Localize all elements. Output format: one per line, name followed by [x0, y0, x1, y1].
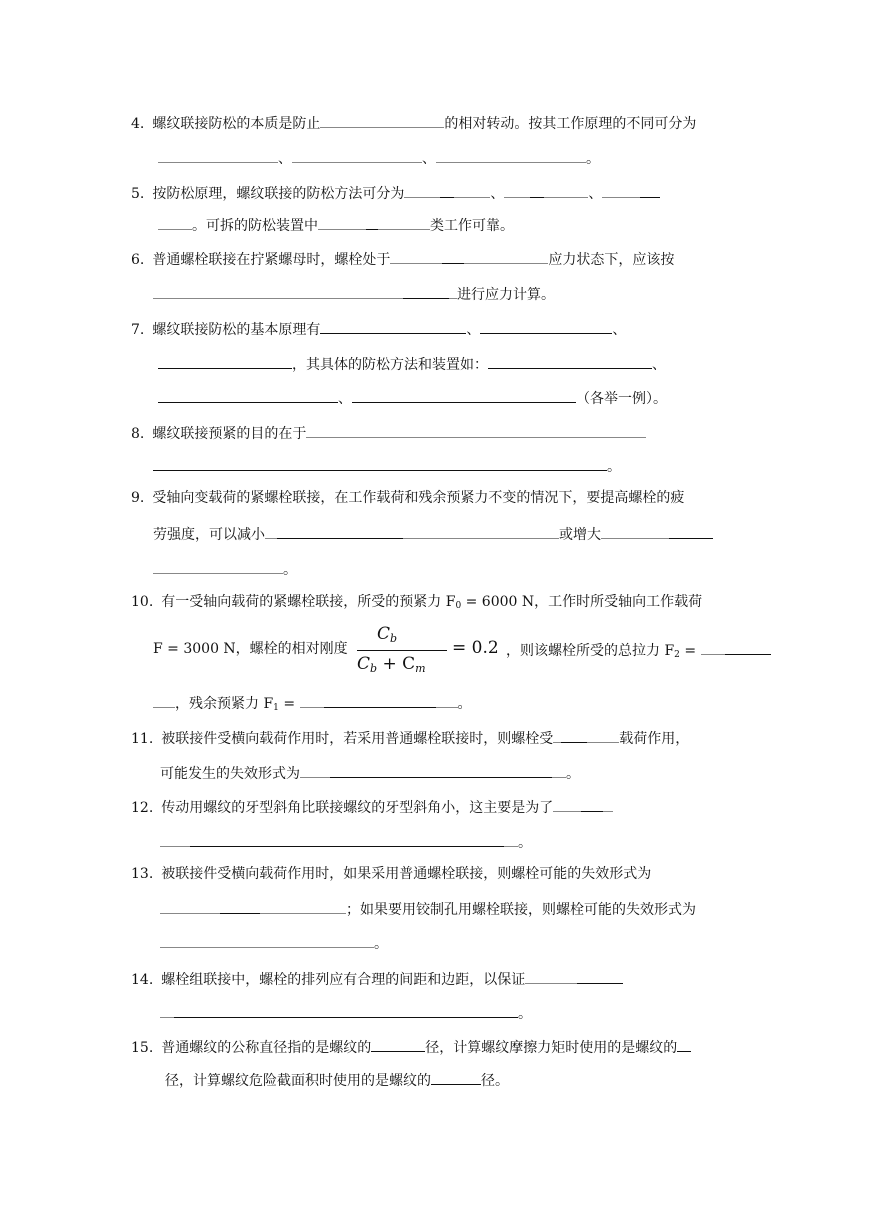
question-text: 有一受轴向载荷的紧螺栓联接，所受的预紧力 F	[161, 594, 456, 610]
question-5-line-1	[131, 182, 660, 204]
answer-blank[interactable]	[603, 796, 613, 812]
answer-blank[interactable]	[318, 214, 366, 230]
answer-blank[interactable]	[504, 182, 530, 198]
answer-blank[interactable]	[324, 692, 436, 708]
question-text: F = 3000 N，螺栓的相对刚度	[153, 641, 348, 657]
fraction-numerator: Cb	[377, 624, 398, 645]
answer-blank[interactable]	[158, 353, 292, 369]
answer-blank[interactable]	[544, 182, 588, 198]
answer-blank[interactable]	[403, 283, 449, 299]
answer-blank[interactable]	[277, 523, 403, 539]
question-text: ，残余预紧力 F	[175, 696, 274, 712]
answer-blank[interactable]	[160, 831, 190, 847]
question-7-line-3	[158, 387, 667, 409]
question-11-line-2	[160, 762, 580, 784]
answer-blank[interactable]	[153, 283, 403, 299]
answer-blank[interactable]	[488, 353, 652, 369]
answer-blank[interactable]	[442, 248, 464, 264]
question-text: 普通螺纹的公称直径指的是螺纹的	[161, 1040, 372, 1056]
answer-blank[interactable]	[553, 796, 581, 812]
answer-blank[interactable]	[725, 639, 771, 655]
period: 。	[566, 766, 580, 782]
answer-blank[interactable]	[320, 318, 466, 334]
answer-blank[interactable]	[525, 968, 577, 984]
question-text: =	[679, 643, 701, 659]
period: 。	[586, 151, 600, 167]
answer-blank[interactable]	[436, 147, 586, 163]
fraction-denominator: Cb + Cm	[357, 654, 426, 675]
subscript: 1	[273, 703, 279, 713]
separator: 、	[588, 186, 603, 202]
answer-blank[interactable]	[553, 727, 561, 743]
period: 。	[374, 936, 388, 952]
question-text: 可能发生的失效形式为	[160, 766, 300, 782]
question-text: =	[278, 696, 300, 712]
question-6-line-1	[131, 248, 674, 270]
answer-blank[interactable]	[160, 898, 220, 914]
question-number: 8.	[131, 426, 145, 442]
question-text: = 6000 N，工作时所受轴向工作载荷	[461, 594, 703, 610]
answer-blank[interactable]	[352, 387, 576, 403]
question-9-line-2	[153, 523, 713, 545]
question-5-line-2	[158, 214, 514, 236]
question-8-line-1	[131, 422, 646, 444]
answer-blank[interactable]	[404, 182, 440, 198]
separator: 、	[422, 151, 436, 167]
answer-blank[interactable]	[530, 182, 544, 198]
question-number: 14.	[131, 972, 154, 988]
answer-blank[interactable]	[436, 692, 458, 708]
period: 。	[518, 1006, 532, 1022]
answer-blank[interactable]	[640, 182, 660, 198]
answer-blank[interactable]	[464, 248, 548, 264]
stiffness-fraction	[357, 624, 453, 680]
answer-blank[interactable]	[480, 318, 612, 334]
question-text: 径。	[481, 1073, 509, 1089]
question-text: 螺栓组联接中，螺栓的排列应有合理的间距和边距，以保证	[161, 972, 526, 988]
question-4-line-1	[131, 112, 696, 134]
period: 。	[518, 835, 532, 851]
question-text: 的相对转动。按其工作原理的不同可分为	[444, 116, 697, 132]
question-text: 径，计算螺纹摩擦力矩时使用的是螺纹的	[425, 1040, 678, 1056]
question-6-line-2	[153, 283, 555, 305]
question-text: 普通螺栓联接在拧紧螺母时，螺栓处于	[152, 252, 391, 268]
separator: 、	[466, 322, 481, 338]
question-7-line-2	[158, 353, 666, 375]
answer-blank[interactable]	[454, 182, 490, 198]
question-number: 5.	[131, 186, 145, 202]
answer-blank[interactable]	[160, 932, 374, 948]
question-text: 按防松原理，螺纹联接的防松方法可分为	[152, 186, 405, 202]
answer-blank[interactable]	[390, 248, 442, 264]
question-13-line-3	[160, 932, 388, 954]
question-8-line-2	[153, 455, 621, 477]
answer-blank[interactable]	[378, 214, 430, 230]
answer-blank[interactable]	[158, 387, 338, 403]
separator: 、	[490, 186, 505, 202]
separator: 、	[652, 357, 666, 373]
question-9-line-3	[153, 558, 297, 580]
question-number: 6.	[131, 252, 145, 268]
answer-blank[interactable]	[306, 422, 646, 438]
period: 。	[607, 459, 621, 475]
answer-blank[interactable]	[403, 523, 559, 539]
question-12-line-1	[131, 796, 613, 818]
question-11-line-1	[131, 727, 689, 749]
question-text: 类工作可靠。	[430, 218, 514, 234]
question-text: ，则该螺栓所受的总拉力 F	[506, 643, 675, 659]
answer-blank[interactable]	[601, 523, 669, 539]
answer-blank[interactable]	[330, 762, 552, 778]
question-10-line-3	[153, 692, 472, 718]
question-number: 4.	[131, 116, 145, 132]
question-number: 7.	[131, 322, 145, 338]
subscript: 0	[455, 601, 462, 611]
answer-blank[interactable]	[158, 147, 278, 163]
answer-blank[interactable]	[153, 455, 607, 471]
question-10-line-1	[131, 592, 702, 616]
question-number: 9.	[131, 490, 145, 506]
answer-blank[interactable]	[371, 1036, 425, 1052]
answer-blank[interactable]	[292, 147, 422, 163]
answer-blank[interactable]	[602, 182, 640, 198]
answer-blank[interactable]	[320, 112, 444, 128]
answer-blank[interactable]	[504, 831, 518, 847]
answer-blank[interactable]	[260, 898, 346, 914]
question-15-line-1	[131, 1036, 691, 1058]
answer-blank[interactable]	[174, 1002, 518, 1018]
fraction-equals: = 0.2	[452, 638, 499, 658]
answer-blank[interactable]	[561, 727, 587, 743]
question-text: ；如果要用铰制孔用螺栓联接，则螺栓可能的失效形式为	[346, 902, 696, 918]
question-13-line-2	[160, 898, 696, 920]
answer-blank[interactable]	[265, 523, 277, 539]
separator: 、	[612, 322, 627, 338]
question-10-line-2	[153, 639, 348, 659]
answer-blank[interactable]	[587, 727, 619, 743]
question-text: 传动用螺纹的牙型斜角比联接螺纹的牙型斜角小，这主要是为了	[161, 800, 554, 816]
answer-blank[interactable]	[366, 214, 378, 230]
answer-blank[interactable]	[701, 639, 725, 655]
question-15-line-2	[165, 1069, 509, 1091]
answer-blank[interactable]	[581, 796, 603, 812]
answer-blank[interactable]	[153, 558, 283, 574]
answer-blank[interactable]	[577, 968, 623, 984]
question-text: 螺纹联接防松的本质是防止	[152, 116, 321, 132]
subscript: 2	[674, 650, 680, 660]
question-14-line-2	[160, 1002, 532, 1024]
question-number: 12.	[131, 800, 154, 816]
answer-blank[interactable]	[220, 898, 260, 914]
question-number: 15.	[131, 1040, 154, 1056]
question-number: 11.	[131, 731, 154, 747]
question-4-line-2	[158, 147, 600, 169]
question-text: 径，计算螺纹危险截面积时使用的是螺纹的	[165, 1073, 431, 1089]
answer-blank[interactable]	[160, 1002, 174, 1018]
question-number: 10.	[131, 594, 154, 610]
answer-blank[interactable]	[431, 1069, 481, 1085]
question-14-line-1	[131, 968, 623, 990]
question-13-line-1	[131, 864, 651, 884]
answer-blank[interactable]	[190, 831, 504, 847]
question-text: 螺纹联接预紧的目的在于	[152, 426, 307, 442]
question-text: 应力状态下，应该按	[548, 252, 675, 268]
question-12-line-2	[160, 831, 532, 853]
question-text: （各举一例）。	[576, 391, 667, 407]
question-text: 被联接件受横向载荷作用时，如果采用普通螺栓联接，则螺栓可能的失效形式为	[161, 866, 652, 882]
question-9-line-1	[131, 488, 684, 508]
question-text: 受轴向变载荷的紧螺栓联接，在工作载荷和残余预紧力不变的情况下，要提高螺栓的疲	[152, 490, 685, 506]
answer-blank[interactable]	[449, 283, 457, 299]
question-10-line-2b	[506, 639, 771, 665]
answer-blank[interactable]	[300, 762, 330, 778]
question-text: 。可拆的防松装置中	[192, 218, 318, 234]
question-number: 13.	[131, 866, 154, 882]
separator: 、	[278, 151, 292, 167]
answer-blank[interactable]	[440, 182, 454, 198]
separator: 、	[338, 391, 352, 407]
question-text: 被联接件受横向载荷作用时，若采用普通螺栓联接时，则螺栓受	[161, 731, 554, 747]
answer-blank[interactable]	[158, 214, 192, 230]
question-text: 螺纹联接防松的基本原理有	[152, 322, 321, 338]
question-7-line-1	[131, 318, 626, 340]
question-text: 载荷作用，	[619, 731, 690, 747]
question-text: 或增大	[559, 527, 601, 543]
question-text: ，其具体的防松方法和装置如：	[292, 357, 488, 373]
answer-blank[interactable]	[552, 762, 566, 778]
question-text: 劳强度，可以减小	[153, 527, 265, 543]
question-text: 进行应力计算。	[457, 287, 555, 303]
answer-blank[interactable]	[677, 1036, 691, 1052]
answer-blank[interactable]	[153, 692, 175, 708]
fraction-bar	[357, 650, 447, 651]
period: 。	[457, 696, 472, 712]
answer-blank[interactable]	[300, 692, 324, 708]
period: 。	[283, 562, 297, 578]
answer-blank[interactable]	[669, 523, 713, 539]
